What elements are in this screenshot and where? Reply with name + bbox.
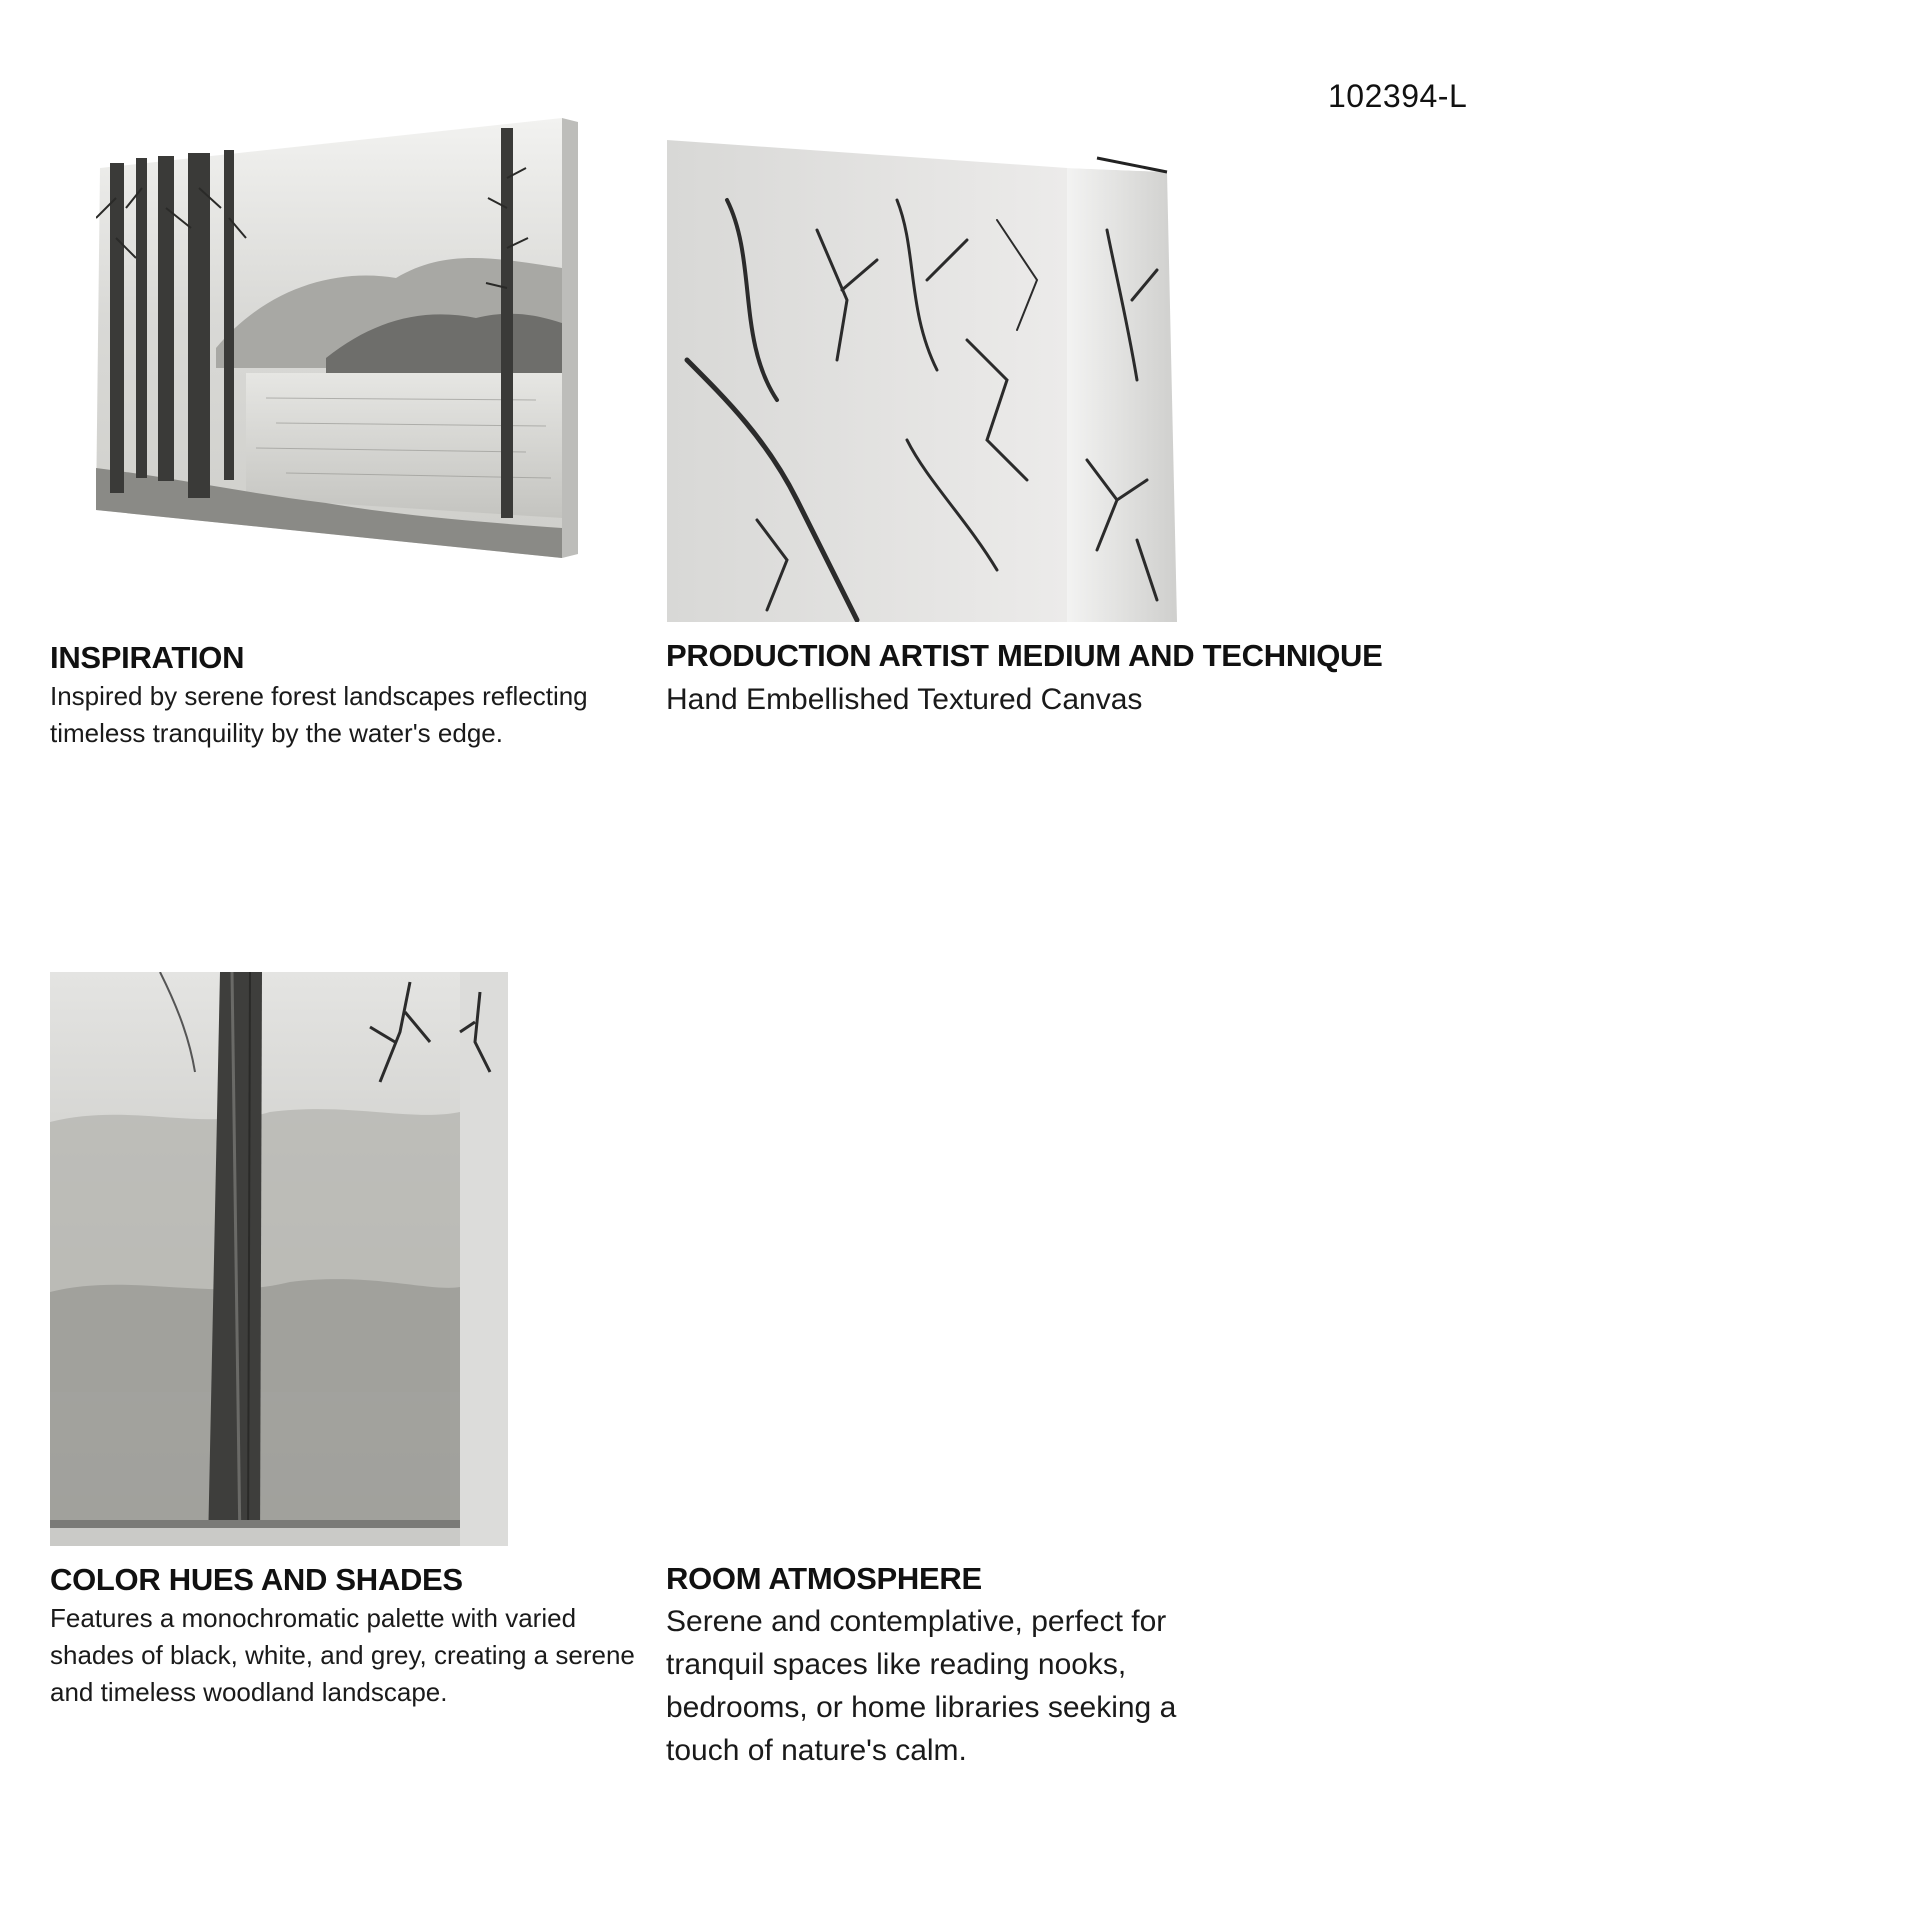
inspiration-heading: INSPIRATION — [50, 640, 245, 675]
room-atmosphere-text: Serene and contemplative, perfect for tranquil spaces like reading nooks, bedrooms, or home libraries seeking a touch of nature's calm. — [666, 1605, 1177, 1767]
canvas-edge-closeup-image — [667, 140, 1187, 622]
room-atmosphere-heading: ROOM ATMOSPHERE — [666, 1561, 982, 1596]
production-text: Hand Embellished Textured Canvas — [666, 683, 1143, 716]
inspiration-text: Inspired by serene forest landscapes reflecting timeless tranquility by the water's edge. — [50, 681, 588, 748]
color-heading: COLOR HUES AND SHADES — [50, 1562, 463, 1597]
color-text: Features a monochromatic palette with varied shades of black, white, and grey, creating a serene and timeless woodland landscape. — [50, 1603, 635, 1707]
sku-code: 102394-L — [1328, 78, 1468, 114]
tree-trunk-closeup-image — [50, 972, 508, 1546]
production-heading: PRODUCTION ARTIST MEDIUM AND TECHNIQUE — [666, 638, 1383, 673]
forest-lake-canvas-image — [96, 118, 578, 558]
